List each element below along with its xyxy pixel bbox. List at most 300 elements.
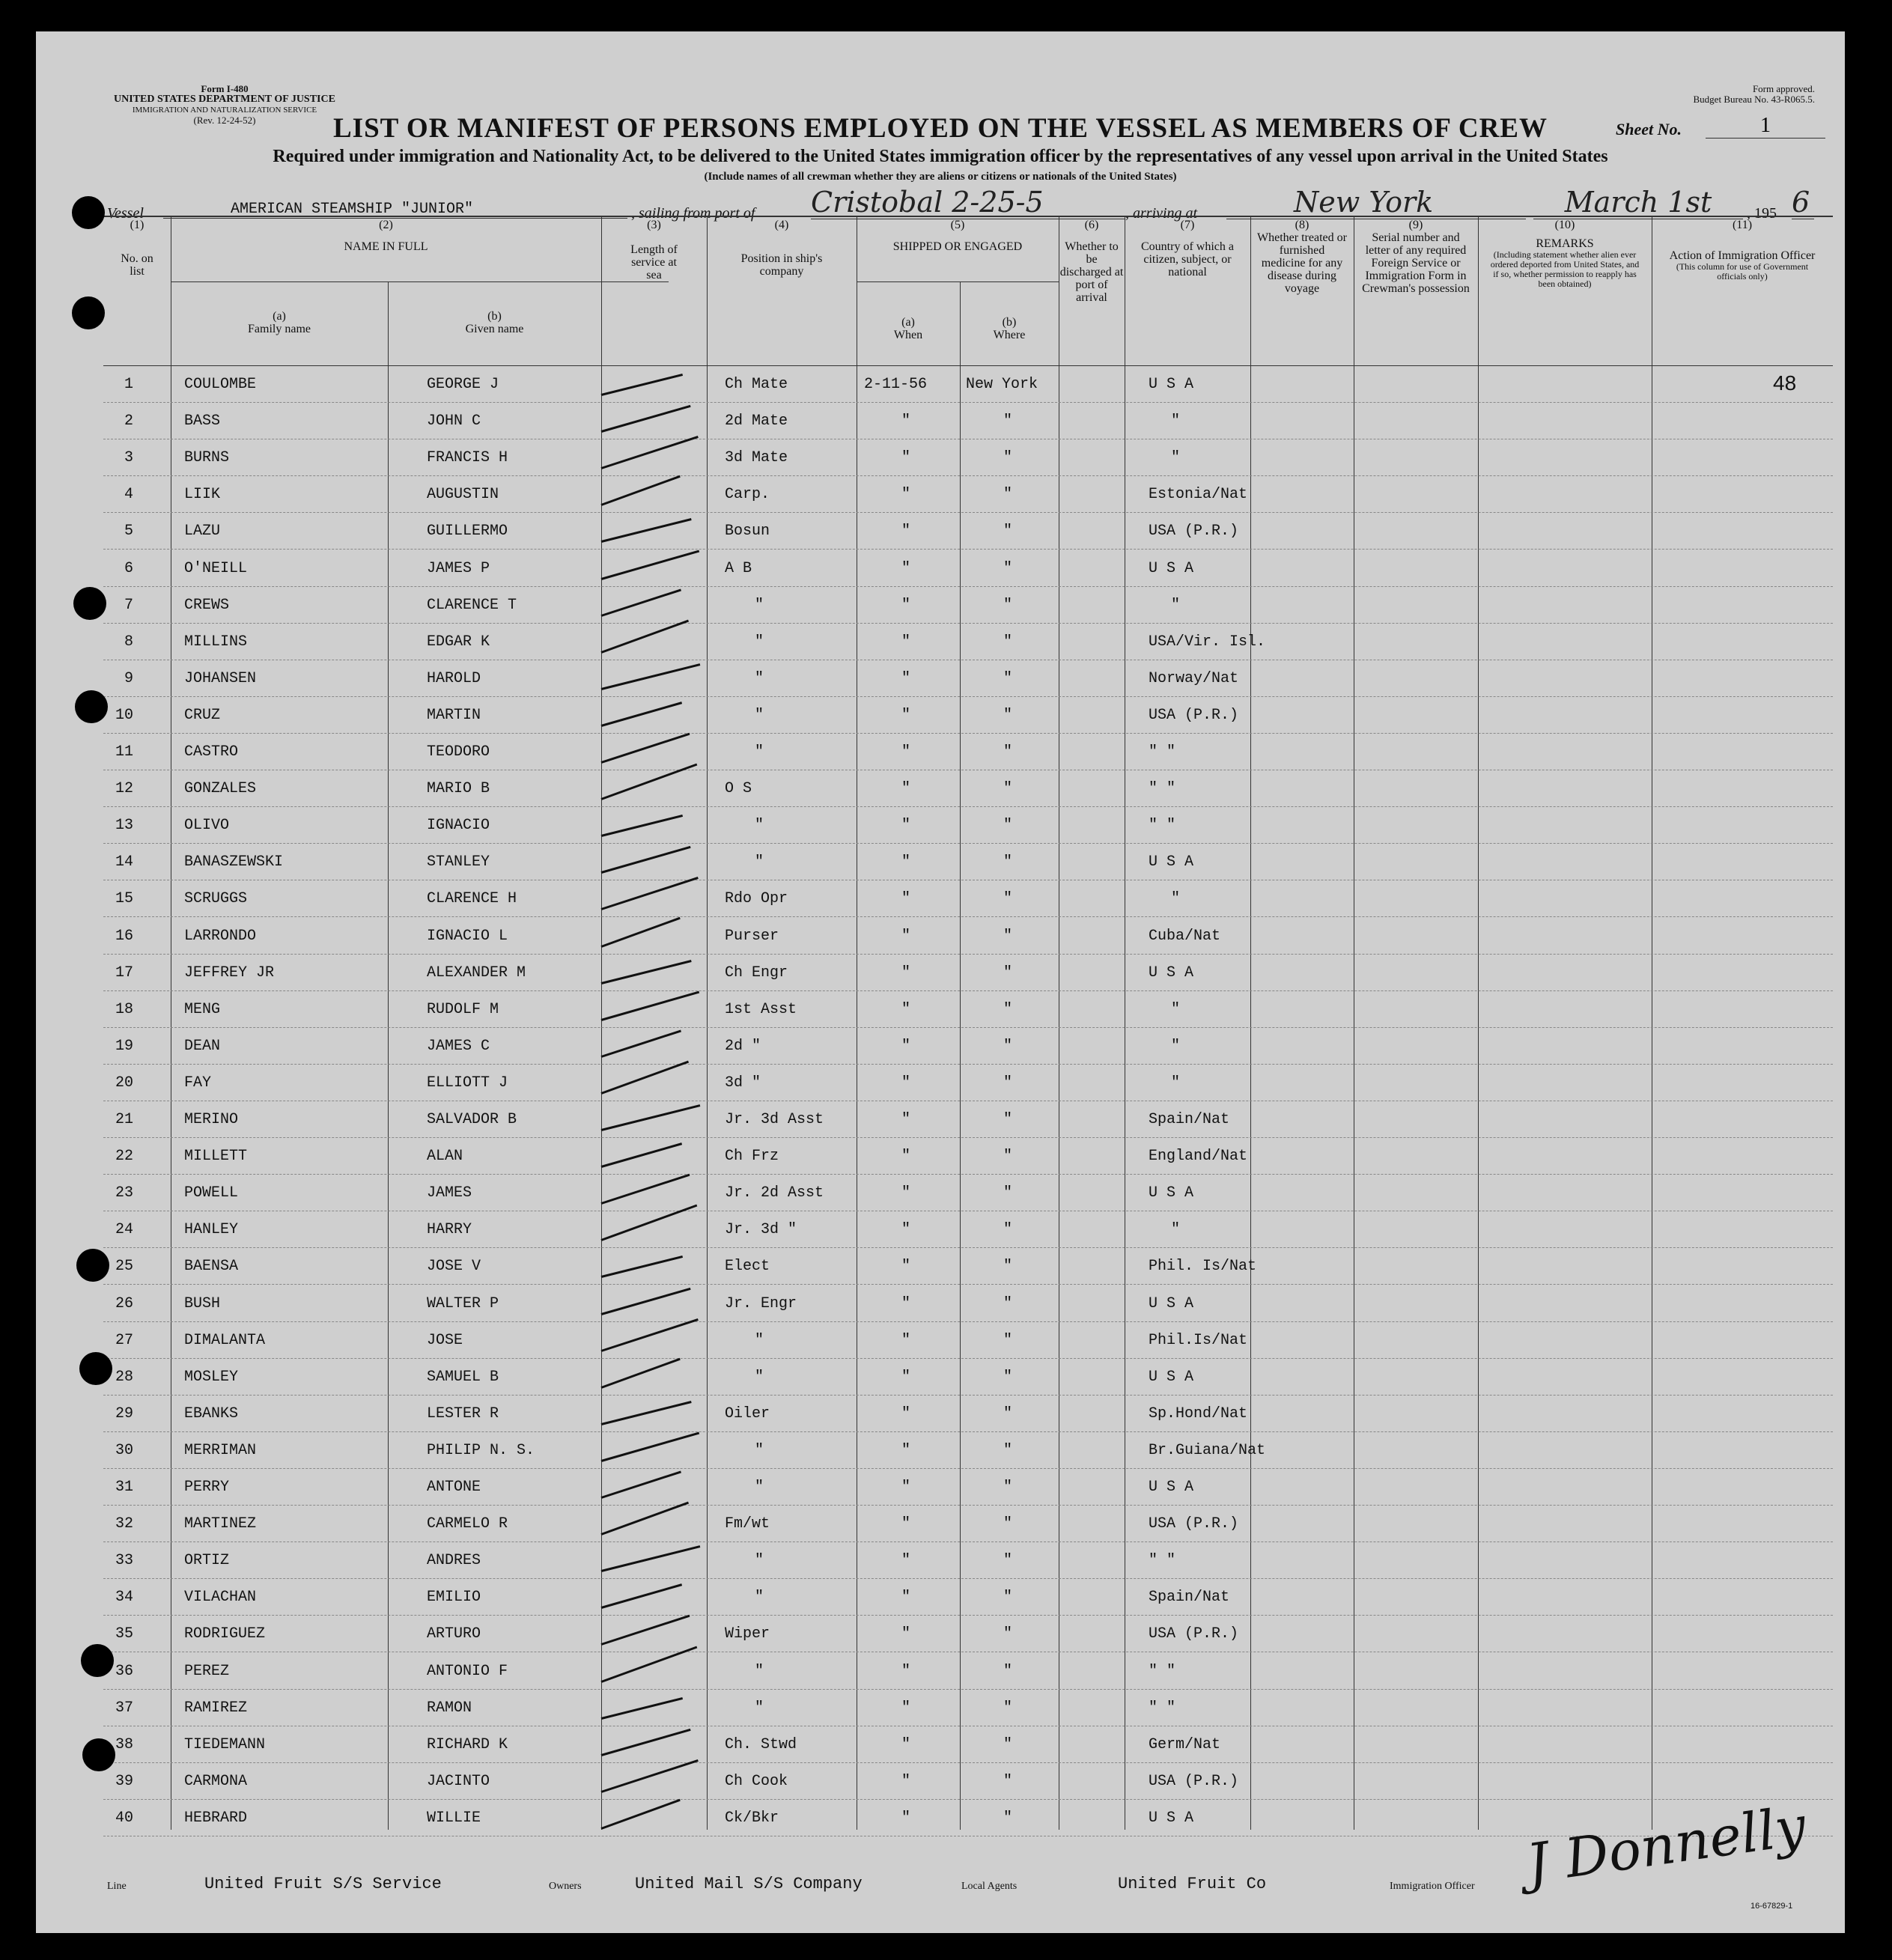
- service-check-stroke: [600, 619, 689, 653]
- family-name: O'NEILL: [184, 559, 248, 577]
- row-number: 16: [115, 927, 133, 945]
- shipped-when: ": [901, 743, 911, 761]
- row-number: 21: [115, 1111, 133, 1128]
- service-check-stroke: [600, 1502, 689, 1536]
- table-row: [103, 1358, 1833, 1396]
- officer-count-annotation: 48: [1773, 371, 1797, 395]
- row-number: 31: [115, 1479, 133, 1496]
- family-name: DEAN: [184, 1037, 221, 1055]
- shipped-when: ": [901, 1479, 911, 1496]
- position: ": [755, 1368, 764, 1386]
- given-name: JAMES C: [427, 1037, 490, 1055]
- shipped-where: ": [1003, 1809, 1013, 1827]
- shipped-when: ": [901, 1368, 911, 1386]
- row-number: 22: [115, 1148, 133, 1166]
- service-check-stroke: [601, 405, 691, 433]
- country: Phil.Is/Nat: [1149, 1331, 1248, 1349]
- country: U S A: [1149, 1479, 1194, 1496]
- given-name: FRANCIS H: [427, 449, 508, 467]
- table-row: [103, 1101, 1833, 1138]
- col2-header: (2) NAME IN FULL: [344, 219, 428, 253]
- row-number: 27: [115, 1331, 133, 1349]
- shipped-when: ": [901, 890, 911, 908]
- shipped-when: ": [901, 964, 911, 981]
- col2a-header: (a) Family name: [248, 310, 311, 335]
- position: Bosun: [725, 523, 770, 541]
- row-number: 37: [115, 1699, 133, 1717]
- sailing-label: , sailing from port of: [631, 205, 755, 222]
- shipped-where: ": [1003, 1074, 1013, 1092]
- family-name: OLIVO: [184, 817, 230, 835]
- country: U S A: [1149, 376, 1194, 393]
- service-check-stroke: [601, 701, 682, 727]
- shipped-when: 2-11-56: [864, 376, 928, 393]
- country: ": [1171, 1037, 1181, 1055]
- position: ": [755, 596, 764, 614]
- country: Spain/Nat: [1149, 1111, 1230, 1128]
- country: USA (P.R.): [1149, 706, 1239, 724]
- service-check-stroke: [600, 1061, 689, 1095]
- row-number: 29: [115, 1404, 133, 1422]
- family-name: MERINO: [184, 1111, 239, 1128]
- given-name: RUDOLF M: [427, 1000, 499, 1018]
- officer-signature: J Donnelly: [1522, 1794, 1810, 1896]
- given-name: JOSE V: [427, 1258, 481, 1276]
- family-name: HEBRARD: [184, 1809, 248, 1827]
- row-number: 15: [115, 890, 133, 908]
- shipped-when: ": [901, 1074, 911, 1092]
- given-name: JAMES P: [427, 559, 490, 577]
- service-check-stroke: [601, 1545, 701, 1572]
- table-row: [103, 1027, 1833, 1065]
- service-check-stroke: [601, 1142, 682, 1168]
- table-row: [103, 1137, 1833, 1175]
- service-check-stroke: [601, 1287, 691, 1315]
- sheet-number-label: Sheet No.: [1616, 120, 1682, 139]
- given-name: MARTIN: [427, 706, 481, 724]
- service-check-stroke: [601, 1759, 699, 1793]
- table-row: [103, 1431, 1833, 1469]
- given-name: IGNACIO: [427, 817, 490, 835]
- family-name: VILACHAN: [184, 1589, 257, 1607]
- country: U S A: [1149, 964, 1194, 981]
- position: O S: [725, 780, 752, 798]
- country: " ": [1149, 1552, 1176, 1570]
- shipped-when: ": [901, 780, 911, 798]
- shipped-where: ": [1003, 1294, 1013, 1312]
- position: ": [755, 817, 764, 835]
- service-check-stroke: [601, 550, 700, 579]
- shipped-when: ": [901, 1184, 911, 1202]
- position: Jr. 3d Asst: [725, 1111, 824, 1128]
- shipped-where: ": [1003, 449, 1013, 467]
- service-check-stroke: [600, 1357, 680, 1388]
- row-number: 5: [124, 523, 133, 541]
- shipped-when: ": [901, 486, 911, 504]
- country: USA (P.R.): [1149, 1772, 1239, 1790]
- shipped-when: ": [901, 413, 911, 430]
- position: ": [755, 1552, 764, 1570]
- position: ": [755, 1589, 764, 1607]
- family-name: MILLINS: [184, 633, 248, 651]
- country: England/Nat: [1149, 1148, 1248, 1166]
- row-number: 14: [115, 853, 133, 871]
- position: 2d ": [725, 1037, 761, 1055]
- family-name: SCRUGGS: [184, 890, 248, 908]
- given-name: ANTONE: [427, 1479, 481, 1496]
- arriving-label: , arriving at: [1125, 205, 1198, 222]
- service-check-stroke: [601, 1318, 699, 1352]
- shipped-where: ": [1003, 523, 1013, 541]
- country: Phil. Is/Nat: [1149, 1258, 1257, 1276]
- shipped-where: ": [1003, 1000, 1013, 1018]
- row-number: 24: [115, 1221, 133, 1239]
- service-check-stroke: [600, 475, 680, 506]
- row-number: 12: [115, 780, 133, 798]
- service-check-stroke: [601, 733, 690, 764]
- position: Ch Cook: [725, 1772, 788, 1790]
- country: Estonia/Nat: [1149, 486, 1248, 504]
- position: Wiper: [725, 1625, 770, 1643]
- row-number: 32: [115, 1515, 133, 1533]
- country: Sp.Hond/Nat: [1149, 1404, 1248, 1422]
- shipped-where: ": [1003, 743, 1013, 761]
- col3-header: (3) Length of service at sea: [630, 219, 678, 281]
- country: USA (P.R.): [1149, 1625, 1239, 1643]
- given-name: GEORGE J: [427, 376, 499, 393]
- table-row: [103, 550, 1833, 587]
- table-row: [103, 770, 1833, 807]
- service-check-stroke: [601, 846, 691, 874]
- line-value: United Fruit S/S Service: [204, 1875, 442, 1893]
- family-name: BAENSA: [184, 1258, 239, 1276]
- service-check-stroke: [600, 916, 680, 947]
- service-check-stroke: [600, 1799, 680, 1830]
- shipped-where: ": [1003, 633, 1013, 651]
- row-number: 9: [124, 669, 133, 687]
- row-number: 25: [115, 1258, 133, 1276]
- country: " ": [1149, 780, 1176, 798]
- shipped-when: ": [901, 1258, 911, 1276]
- given-name: CLARENCE H: [427, 890, 517, 908]
- country: ": [1171, 413, 1181, 430]
- sailing-from-port: Cristobal 2-25-5: [811, 186, 1125, 219]
- arriving-at-port: New York: [1226, 186, 1526, 219]
- service-check-stroke: [601, 1401, 692, 1425]
- given-name: WALTER P: [427, 1294, 499, 1312]
- given-name: JOSE: [427, 1331, 463, 1349]
- family-name: MILLETT: [184, 1148, 248, 1166]
- given-name: WILLIE: [427, 1809, 481, 1827]
- shipped-when: ": [901, 1552, 911, 1570]
- punch-hole: [76, 1249, 109, 1282]
- row-number: 6: [124, 559, 133, 577]
- position: ": [755, 1662, 764, 1680]
- table-row: [103, 1468, 1833, 1506]
- row-number: 17: [115, 964, 133, 981]
- table-row: [103, 806, 1833, 844]
- position: Jr. Engr: [725, 1294, 797, 1312]
- country: USA/Vir. Isl.: [1149, 633, 1266, 651]
- table-row: [103, 365, 1833, 403]
- table-row: [103, 439, 1833, 476]
- row-number: 26: [115, 1294, 133, 1312]
- position: Purser: [725, 927, 779, 945]
- row-number: 40: [115, 1809, 133, 1827]
- given-name: GUILLERMO: [427, 523, 508, 541]
- local-agents-value: United Fruit Co: [1118, 1875, 1267, 1893]
- given-name: SAMUEL B: [427, 1368, 499, 1386]
- table-row: [103, 623, 1833, 660]
- given-name: EMILIO: [427, 1589, 481, 1607]
- table-row: [103, 402, 1833, 439]
- sheet-number: 1: [1706, 114, 1825, 139]
- table-row: [103, 1174, 1833, 1211]
- service-check-stroke: [601, 1174, 690, 1205]
- position: ": [755, 706, 764, 724]
- given-name: JACINTO: [427, 1772, 490, 1790]
- given-name: CLARENCE T: [427, 596, 517, 614]
- family-name: PERRY: [184, 1479, 230, 1496]
- shipped-where: ": [1003, 413, 1013, 430]
- given-name: ELLIOTT J: [427, 1074, 508, 1092]
- position: Ch. Stwd: [725, 1735, 797, 1753]
- shipped-where: New York: [966, 376, 1038, 393]
- country: " ": [1149, 743, 1176, 761]
- country: Cuba/Nat: [1149, 927, 1221, 945]
- given-name: AUGUSTIN: [427, 486, 499, 504]
- row-number: 28: [115, 1368, 133, 1386]
- country: ": [1171, 596, 1181, 614]
- country: Norway/Nat: [1149, 669, 1239, 687]
- shipped-when: ": [901, 1148, 911, 1166]
- punch-hole: [73, 587, 106, 620]
- service-check-stroke: [601, 877, 699, 910]
- row-number: 8: [124, 633, 133, 651]
- row-number: 10: [115, 706, 133, 724]
- punch-hole: [72, 196, 105, 229]
- service-check-stroke: [601, 663, 701, 690]
- given-name: ANDRES: [427, 1552, 481, 1570]
- row-number: 19: [115, 1037, 133, 1055]
- shipped-where: ": [1003, 927, 1013, 945]
- shipped-when: ": [901, 853, 911, 871]
- col6-header: (6) Whether to be discharged at port of arrival: [1059, 219, 1124, 304]
- table-row: [103, 1505, 1833, 1542]
- given-name: ARTURO: [427, 1625, 481, 1643]
- country: " ": [1149, 817, 1176, 835]
- row-number: 35: [115, 1625, 133, 1643]
- table-row: [103, 1541, 1833, 1579]
- family-name: RODRIGUEZ: [184, 1625, 266, 1643]
- position: Ch Engr: [725, 964, 788, 981]
- row-number: 34: [115, 1589, 133, 1607]
- country: U S A: [1149, 1184, 1194, 1202]
- col9-header: (9) Serial number and letter of any required Foreign Service or Immigration Form in Crewman's possession: [1362, 219, 1470, 295]
- position: Ch Mate: [725, 376, 788, 393]
- shipped-when: ": [901, 1809, 911, 1827]
- punch-hole: [81, 1644, 114, 1677]
- row-number: 11: [115, 743, 133, 761]
- shipped-when: ": [901, 1735, 911, 1753]
- country: USA (P.R.): [1149, 523, 1239, 541]
- shipped-when: ": [901, 1772, 911, 1790]
- table-row: [103, 1578, 1833, 1616]
- table-row: [103, 880, 1833, 917]
- given-name: EDGAR K: [427, 633, 490, 651]
- col11-header: (11) Action of Immigration Officer (This column for use of Government officials only): [1669, 219, 1816, 281]
- family-name: LIIK: [184, 486, 221, 504]
- family-name: EBANKS: [184, 1404, 239, 1422]
- shipped-where: ": [1003, 1368, 1013, 1386]
- col10-header: (10) REMARKS (Including statement whether alien ever ordered deported from United States, and if so, whether permission to reapply has been obtained): [1490, 219, 1640, 289]
- table-row: [103, 917, 1833, 955]
- shipped-where: ": [1003, 780, 1013, 798]
- immigration-officer-label: Immigration Officer: [1390, 1881, 1475, 1892]
- given-name: CARMELO R: [427, 1515, 508, 1533]
- shipped-where: ": [1003, 1258, 1013, 1276]
- table-row: [103, 1064, 1833, 1101]
- owners-value: United Mail S/S Company: [635, 1875, 863, 1893]
- family-name: PEREZ: [184, 1662, 230, 1680]
- shipped-where: ": [1003, 1735, 1013, 1753]
- table-row: [103, 1726, 1833, 1763]
- family-name: JOHANSEN: [184, 669, 257, 687]
- family-name: BURNS: [184, 449, 230, 467]
- family-name: BUSH: [184, 1294, 221, 1312]
- col5b-header: (b) Where: [993, 316, 1026, 341]
- service-check-stroke: [601, 374, 683, 396]
- country: U S A: [1149, 559, 1194, 577]
- col4-header: (4) Position in ship's company: [740, 219, 823, 278]
- family-name: HANLEY: [184, 1221, 239, 1239]
- shipped-when: ": [901, 523, 911, 541]
- service-check-stroke: [601, 815, 683, 837]
- shipped-where: ": [1003, 1221, 1013, 1239]
- position: ": [755, 853, 764, 871]
- given-name: ALAN: [427, 1148, 463, 1166]
- table-row: [103, 954, 1833, 991]
- arrival-date: March 1st: [1533, 186, 1743, 219]
- row-number: 4: [124, 486, 133, 504]
- given-name: SALVADOR B: [427, 1111, 517, 1128]
- given-name: JAMES: [427, 1184, 472, 1202]
- shipped-where: ": [1003, 1699, 1013, 1717]
- row-number: 38: [115, 1735, 133, 1753]
- table-row: [103, 1689, 1833, 1726]
- given-name: ANTONIO F: [427, 1662, 508, 1680]
- position: Elect: [725, 1258, 770, 1276]
- given-name: LESTER R: [427, 1404, 499, 1422]
- table-row: [103, 660, 1833, 697]
- department-name: UNITED STATES DEPARTMENT OF JUSTICE: [114, 94, 335, 105]
- shipped-where: ": [1003, 1148, 1013, 1166]
- row-number: 18: [115, 1000, 133, 1018]
- shipped-when: ": [901, 1111, 911, 1128]
- print-code: 16-67829-1: [1750, 1902, 1793, 1911]
- position: Ch Frz: [725, 1148, 779, 1166]
- service-check-stroke: [601, 1729, 691, 1756]
- family-name: MARTINEZ: [184, 1515, 257, 1533]
- shipped-where: ": [1003, 817, 1013, 835]
- country: Br.Guiana/Nat: [1149, 1441, 1266, 1459]
- shipped-where: ": [1003, 1404, 1013, 1422]
- shipped-when: ": [901, 1037, 911, 1055]
- shipped-when: ": [901, 1000, 911, 1018]
- manifest-sheet: [36, 31, 1845, 1933]
- col2b-header: (b) Given name: [465, 310, 524, 335]
- position: ": [755, 1699, 764, 1717]
- shipped-when: ": [901, 1404, 911, 1422]
- shipped-where: ": [1003, 853, 1013, 871]
- given-name: ALEXANDER M: [427, 964, 526, 981]
- country: U S A: [1149, 1294, 1194, 1312]
- shipped-when: ": [901, 1331, 911, 1349]
- shipped-when: ": [901, 1699, 911, 1717]
- family-name: CRUZ: [184, 706, 221, 724]
- country: U S A: [1149, 853, 1194, 871]
- shipped-where: ": [1003, 1552, 1013, 1570]
- table-row: [103, 990, 1833, 1028]
- subtitle: Required under immigration and Nationality Act, to be delivered to the United States immigration officer by the representatives of any vessel upon arrival in the United States: [273, 147, 1608, 166]
- service-check-stroke: [601, 1104, 701, 1131]
- form-number: Form I-480: [201, 83, 249, 94]
- family-name: LAZU: [184, 523, 221, 541]
- service-name: IMMIGRATION AND NATURALIZATION SERVICE: [132, 106, 317, 115]
- table-row: [103, 1762, 1833, 1800]
- given-name: HAROLD: [427, 669, 481, 687]
- shipped-where: ": [1003, 1772, 1013, 1790]
- service-check-stroke: [601, 960, 692, 984]
- service-check-stroke: [601, 1583, 682, 1609]
- family-name: BANASZEWSKI: [184, 853, 284, 871]
- punch-hole: [82, 1738, 115, 1771]
- service-check-stroke: [601, 990, 700, 1020]
- family-name: GONZALES: [184, 780, 257, 798]
- row-number: 33: [115, 1552, 133, 1570]
- shipped-when: ": [901, 633, 911, 651]
- shipped-where: ": [1003, 1662, 1013, 1680]
- shipped-where: ": [1003, 1625, 1013, 1643]
- shipped-when: ": [901, 596, 911, 614]
- shipped-where: ": [1003, 669, 1013, 687]
- year-suffix: 6: [1792, 186, 1814, 219]
- shipped-when: ": [901, 1589, 911, 1607]
- position: ": [755, 1441, 764, 1459]
- position: 3d ": [725, 1074, 761, 1092]
- position: ": [755, 633, 764, 651]
- shipped-when: ": [901, 1441, 911, 1459]
- country: " ": [1149, 1662, 1176, 1680]
- owners-label: Owners: [549, 1881, 582, 1892]
- given-name: IGNACIO L: [427, 927, 508, 945]
- service-check-stroke: [601, 518, 692, 543]
- position: Ck/Bkr: [725, 1809, 779, 1827]
- row-number: 23: [115, 1184, 133, 1202]
- family-name: COULOMBE: [184, 376, 257, 393]
- table-row: [103, 1615, 1833, 1652]
- approval-block: [1590, 84, 1815, 105]
- given-name: MARIO B: [427, 780, 490, 798]
- service-check-stroke: [601, 588, 681, 616]
- vessel-label: Vessel: [107, 205, 144, 222]
- country: ": [1171, 1000, 1181, 1018]
- given-name: STANLEY: [427, 853, 490, 871]
- family-name: LARRONDO: [184, 927, 257, 945]
- row-number: 2: [124, 413, 133, 430]
- position: Fm/wt: [725, 1515, 770, 1533]
- row-number: 3: [124, 449, 133, 467]
